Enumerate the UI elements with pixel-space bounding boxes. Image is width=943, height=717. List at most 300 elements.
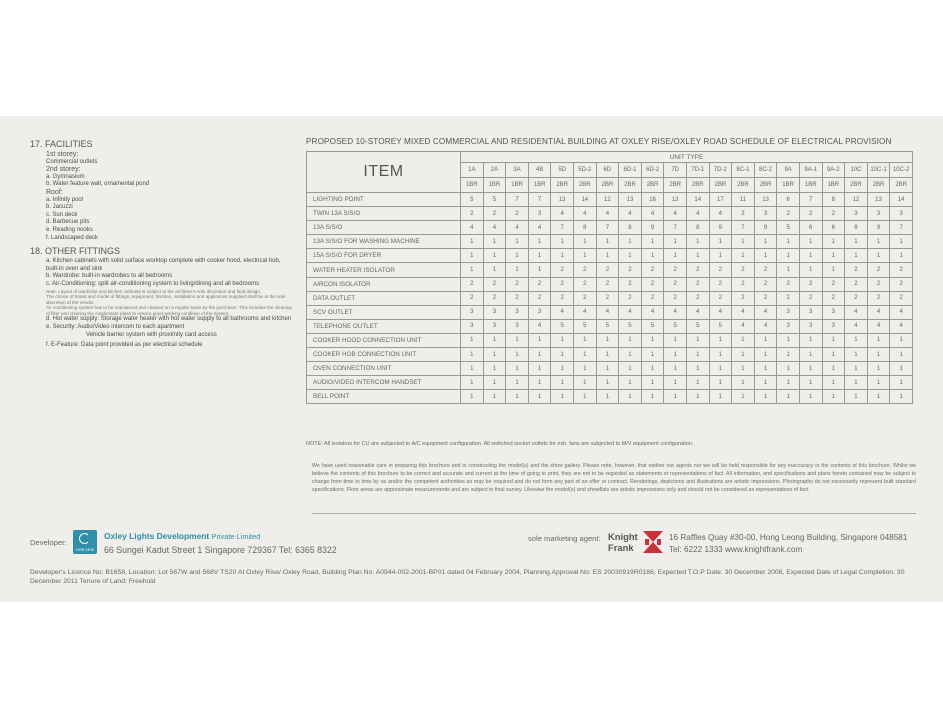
facilities-item: a. Infinity pool xyxy=(46,196,84,203)
developer-label: Developer: xyxy=(30,538,67,547)
table-cell: 1 xyxy=(483,263,506,277)
table-cell: 1 xyxy=(664,348,687,362)
table-cell: 4 xyxy=(573,305,596,319)
table-cell: 1 xyxy=(596,376,619,390)
table-cell: 3 xyxy=(506,319,529,333)
facilities-item: Commercial outlets xyxy=(46,158,98,165)
agent-address-line1: 16 Raffles Quay #30-00, Hong Leong Building, Singapore 048581 xyxy=(669,533,908,542)
table-cell: 1 xyxy=(777,333,800,347)
table-cell: 12 xyxy=(845,193,868,207)
table-cell: 1 xyxy=(686,333,709,347)
table-cell: 1 xyxy=(754,376,777,390)
table-cell: 5 xyxy=(641,319,664,333)
developer-name-main: Oxley Lights Development xyxy=(104,531,210,541)
table-cell: 2 xyxy=(732,291,755,305)
table-cell: 13 xyxy=(619,193,642,207)
table-cell: 2 xyxy=(573,277,596,291)
table-cell: 1 xyxy=(709,249,732,263)
table-cell: 1 xyxy=(867,235,890,249)
table-cell: 8 xyxy=(619,221,642,235)
table-cell: 1 xyxy=(777,263,800,277)
developer-name-suffix: Private Limited xyxy=(211,532,261,541)
table-cell: 1 xyxy=(664,249,687,263)
table-cell: 6 xyxy=(799,221,822,235)
table-cell: 1 xyxy=(506,263,529,277)
table-cell: 2 xyxy=(732,263,755,277)
row-item-label: 13A S/S/O FOR WASHING MACHINE xyxy=(307,235,461,249)
table-cell: 2 xyxy=(551,263,574,277)
table-cell: 3 xyxy=(732,207,755,221)
unit-code-cell: 7D-2 xyxy=(709,163,732,178)
developer-name xyxy=(104,531,260,541)
table-cell: 5 xyxy=(573,319,596,333)
logo-mark-icon xyxy=(79,533,90,544)
row-item-label: TELEPHONE OUTLET xyxy=(307,319,461,333)
table-cell: 1 xyxy=(483,390,506,404)
unit-code-cell: 2A xyxy=(483,163,506,178)
table-cell: 3 xyxy=(754,207,777,221)
table-cell: 2 xyxy=(551,291,574,305)
table-cell: 1 xyxy=(596,235,619,249)
table-cell: 2 xyxy=(664,291,687,305)
table-cell: 2 xyxy=(506,207,529,221)
table-cell: 1 xyxy=(799,333,822,347)
table-cell: 1 xyxy=(777,376,800,390)
table-cell: 1 xyxy=(483,333,506,347)
table-cell: 2 xyxy=(709,291,732,305)
table-cell: 1 xyxy=(664,376,687,390)
row-item-label: AUDIO/VIDEO INTERCOM HANDSET xyxy=(307,376,461,390)
bedroom-type-cell: 2BR xyxy=(686,178,709,193)
table-cell: 4 xyxy=(461,221,484,235)
bedroom-type-cell: 2BR xyxy=(551,178,574,193)
facilities-title: 17. FACILITIES xyxy=(30,139,93,149)
table-cell: 2 xyxy=(619,291,642,305)
table-cell: 4 xyxy=(619,207,642,221)
table-cell: 3 xyxy=(867,207,890,221)
table-cell: 2 xyxy=(845,291,868,305)
table-cell: 1 xyxy=(528,390,551,404)
table-cell: 4 xyxy=(845,305,868,319)
table-cell: 1 xyxy=(822,348,845,362)
table-cell: 1 xyxy=(845,376,868,390)
table-cell: 1 xyxy=(845,390,868,404)
bedroom-type-cell: 1BR xyxy=(777,178,800,193)
table-row xyxy=(307,319,913,333)
table-cell: 1 xyxy=(573,235,596,249)
table-cell: 1 xyxy=(890,376,913,390)
table-cell: 3 xyxy=(890,207,913,221)
fittings-item: c. Air-Conditioning: split air-conditioning system to living/dining and all bedrooms xyxy=(46,280,260,287)
table-cell: 2 xyxy=(573,291,596,305)
table-cell: 5 xyxy=(596,319,619,333)
unit-code-cell: 10C-1 xyxy=(867,163,890,178)
table-cell: 2 xyxy=(845,263,868,277)
developer-address: 66 Sungei Kadut Street 1 Singapore 729367 Tel: 6365 8322 xyxy=(104,545,337,555)
row-item-label: COOKER HOOD CONNECTION UNIT xyxy=(307,333,461,347)
table-cell: 1 xyxy=(551,348,574,362)
unit-code-cell: 5D-2 xyxy=(573,163,596,178)
table-cell: 4 xyxy=(641,305,664,319)
table-cell: 1 xyxy=(890,390,913,404)
facilities-group-heading: 2nd storey: xyxy=(46,166,81,174)
unit-code-cell: 9A-1 xyxy=(799,163,822,178)
table-cell: 1 xyxy=(619,235,642,249)
table-cell: 1 xyxy=(664,235,687,249)
table-cell: 1 xyxy=(641,333,664,347)
facilities-item: b. Jacuzzi xyxy=(46,204,73,211)
table-cell: 4 xyxy=(664,305,687,319)
table-cell: 4 xyxy=(686,207,709,221)
table-cell: 1 xyxy=(551,235,574,249)
table-cell: 9 xyxy=(641,221,664,235)
table-cell: 3 xyxy=(777,319,800,333)
table-cell: 2 xyxy=(777,207,800,221)
table-cell: 3 xyxy=(528,207,551,221)
table-cell: 1 xyxy=(619,376,642,390)
table-cell: 4 xyxy=(641,207,664,221)
table-cell: 1 xyxy=(573,249,596,263)
table-cell: 1 xyxy=(664,333,687,347)
table-row xyxy=(307,263,913,277)
table-cell: 1 xyxy=(754,390,777,404)
row-item-label: SCV OUTLET xyxy=(307,305,461,319)
table-cell: 4 xyxy=(754,319,777,333)
table-cell: 1 xyxy=(799,249,822,263)
row-item-label: TWIN 13A S/S/O xyxy=(307,207,461,221)
table-cell: 3 xyxy=(461,319,484,333)
table-cell: 1 xyxy=(461,376,484,390)
table-cell: 7 xyxy=(528,193,551,207)
table-cell: 1 xyxy=(799,263,822,277)
table-cell: 4 xyxy=(845,319,868,333)
table-row xyxy=(307,390,913,404)
table-cell: 1 xyxy=(754,249,777,263)
table-cell: 1 xyxy=(619,390,642,404)
table-cell: 1 xyxy=(506,376,529,390)
table-cell: 3 xyxy=(822,305,845,319)
fittings-title: 18. OTHER FITTINGS xyxy=(30,246,121,257)
schedule-note: NOTE: All isolators for CU are subjected to A/C equipment configuration. All switched socket outlets for exh. fans are subjected to M/V equipment configuration. xyxy=(306,441,694,447)
table-cell: 1 xyxy=(686,390,709,404)
table-cell: 1 xyxy=(528,333,551,347)
table-cell: 7 xyxy=(732,221,755,235)
table-cell: 8 xyxy=(845,221,868,235)
table-cell: 1 xyxy=(845,249,868,263)
table-cell: 1 xyxy=(732,333,755,347)
table-cell: 1 xyxy=(506,235,529,249)
table-cell: 1 xyxy=(641,348,664,362)
table-cell: 3 xyxy=(483,319,506,333)
table-cell: 2 xyxy=(551,277,574,291)
table-cell: 2 xyxy=(799,291,822,305)
unit-code-cell: 10C-2 xyxy=(890,163,913,178)
table-cell: 1 xyxy=(551,333,574,347)
table-cell: 1 xyxy=(777,390,800,404)
table-cell: 1 xyxy=(528,235,551,249)
bedroom-type-cell: 2BR xyxy=(754,178,777,193)
table-row xyxy=(307,348,913,362)
table-cell: 3 xyxy=(777,305,800,319)
table-cell: 1 xyxy=(709,376,732,390)
unit-code-cell: 3A xyxy=(506,163,529,178)
table-cell: 2 xyxy=(890,291,913,305)
table-cell: 4 xyxy=(573,207,596,221)
table-cell: 7 xyxy=(506,193,529,207)
table-cell: 2 xyxy=(596,277,619,291)
table-cell: 1 xyxy=(777,249,800,263)
row-item-label: WATER HEATER ISOLATOR xyxy=(307,263,461,277)
table-cell: 2 xyxy=(867,291,890,305)
table-cell: 1 xyxy=(799,362,822,376)
facilities-group-heading: Roof: xyxy=(46,188,63,196)
unit-code-cell: 6D-1 xyxy=(619,163,642,178)
fittings-item: a. Kitchen cabinets with solid surface worktop complete with cooker hood, electrical hob, built-in oven and sink xyxy=(46,258,281,272)
table-cell: 1 xyxy=(867,362,890,376)
table-cell: 3 xyxy=(528,305,551,319)
table-cell: 1 xyxy=(461,362,484,376)
table-cell: 2 xyxy=(528,277,551,291)
table-cell: 1 xyxy=(573,348,596,362)
knight-frank-logo-icon xyxy=(643,531,663,553)
schedule-table xyxy=(306,151,913,404)
table-cell: 1 xyxy=(641,390,664,404)
table-cell: 1 xyxy=(461,249,484,263)
developer-logo xyxy=(73,530,97,554)
table-cell: 1 xyxy=(822,249,845,263)
table-cell: 1 xyxy=(709,333,732,347)
table-cell: 1 xyxy=(890,348,913,362)
table-row xyxy=(307,333,913,347)
agent-label: sole marketing agent: xyxy=(528,534,601,543)
bedroom-type-cell: 2BR xyxy=(890,178,913,193)
table-cell: 4 xyxy=(619,305,642,319)
table-cell: 1 xyxy=(506,249,529,263)
table-cell: 2 xyxy=(461,277,484,291)
table-cell: 1 xyxy=(461,235,484,249)
table-row xyxy=(307,277,913,291)
table-cell: 4 xyxy=(483,221,506,235)
table-cell: 8 xyxy=(686,221,709,235)
fittings-note: The choice of brand and model of fittings, equipment, finishes, installation and appliances supplied shall be at the sole discretion of the vendor. xyxy=(46,294,286,305)
bedroom-type-cell: 1BR xyxy=(799,178,822,193)
table-cell: 1 xyxy=(822,362,845,376)
table-cell: 2 xyxy=(709,277,732,291)
bedroom-type-cell: 2BR xyxy=(732,178,755,193)
table-cell: 2 xyxy=(686,277,709,291)
table-cell: 1 xyxy=(551,249,574,263)
table-cell: 4 xyxy=(596,305,619,319)
table-cell: 5 xyxy=(483,193,506,207)
table-cell: 5 xyxy=(551,319,574,333)
table-cell: 2 xyxy=(506,277,529,291)
table-cell: 2 xyxy=(686,291,709,305)
fittings-item: Vehicle barrier system with proximity card access xyxy=(86,331,217,338)
table-cell: 1 xyxy=(619,333,642,347)
table-cell: 4 xyxy=(664,207,687,221)
table-cell: 9 xyxy=(867,221,890,235)
table-cell: 16 xyxy=(641,193,664,207)
licence-text: Developer's Licence No: B1658, Location: Lot 567W and 568V TS20 At Oxley Rise/ Oxley Road, Building Plan No: A0944-002-2001-BP01 dated 04 February 2004, Planning Approval No: ES 20030919R0186, Expected T.O.P Date: 30 December 2008, Expected Date of Legal Completion: 30 December 2011 Tenure of Land: Freehold xyxy=(30,569,905,585)
table-cell: 5 xyxy=(619,319,642,333)
table-cell: 8 xyxy=(573,221,596,235)
fittings-item: b. Wardrobe: built-in wardrobes to all bedrooms xyxy=(46,273,173,280)
table-cell: 1 xyxy=(596,348,619,362)
row-item-label: COOKER HOB CONNECTION UNIT xyxy=(307,348,461,362)
table-cell: 13 xyxy=(867,193,890,207)
bedroom-type-cell: 2BR xyxy=(641,178,664,193)
unit-code-cell: 1A xyxy=(461,163,484,178)
row-item-label: 15A S/S/O FOR DRYER xyxy=(307,249,461,263)
table-cell: 1 xyxy=(686,235,709,249)
table-cell: 1 xyxy=(506,348,529,362)
table-cell: 2 xyxy=(777,291,800,305)
table-cell: 11 xyxy=(732,193,755,207)
disclaimer: We have used reasonable care in preparing this brochure and in constructing the model(s) and the show gallery. Please note, however, that neither our agents nor we will be held responsible for any inaccuracy in the contents of this brochure. Whilst we believe the contents of this brochure to be correct and accurate and current at the time of going to print, they are not to be regarded as statements or representations of fact. All information, and specifications and plans herein contained may be subject to change from time to time by us and/or the competent authorities as may be required and do not form any part of an offer or contract. Renderings, depictions and illustrations are artistic impressions. Photographs do not necessarily represent built standard specifications. Floor areas are approximate measurements and are subject to final survey. Likewise the model(s) and showflats are artistic impressions only and should not be considered as representations of fact. xyxy=(312,463,916,494)
table-cell: 1 xyxy=(709,390,732,404)
table-cell: 2 xyxy=(867,277,890,291)
table-cell: 1 xyxy=(867,249,890,263)
table-row xyxy=(307,207,913,221)
table-cell: 7 xyxy=(596,221,619,235)
table-row xyxy=(307,362,913,376)
table-cell: 1 xyxy=(641,362,664,376)
table-cell: 1 xyxy=(596,390,619,404)
table-cell: 1 xyxy=(822,263,845,277)
table-cell: 1 xyxy=(709,362,732,376)
table-cell: 2 xyxy=(754,277,777,291)
unit-code-cell: 4B xyxy=(528,163,551,178)
unit-code-cell: 7D xyxy=(664,163,687,178)
table-cell: 4 xyxy=(596,207,619,221)
agent-brand-line2: Frank xyxy=(608,541,634,553)
table-cell: 1 xyxy=(686,348,709,362)
table-cell: 2 xyxy=(461,291,484,305)
bedroom-type-cell: 2BR xyxy=(619,178,642,193)
table-cell: 7 xyxy=(664,221,687,235)
table-cell: 1 xyxy=(754,348,777,362)
table-cell: 2 xyxy=(461,207,484,221)
table-cell: 2 xyxy=(890,277,913,291)
facilities-item: d. Barbecue pits xyxy=(46,219,90,226)
table-cell: 1 xyxy=(709,235,732,249)
table-row xyxy=(307,193,913,207)
table-cell: 1 xyxy=(664,362,687,376)
agent-address-line2: Tel: 6222 1333 www.knightfrank.com xyxy=(669,544,803,554)
table-row xyxy=(307,376,913,390)
bedroom-type-cell: 1BR xyxy=(506,178,529,193)
table-row xyxy=(307,249,913,263)
table-cell: 1 xyxy=(596,362,619,376)
table-cell: 2 xyxy=(483,207,506,221)
table-cell: 3 xyxy=(799,319,822,333)
table-cell: 1 xyxy=(867,390,890,404)
table-cell: 1 xyxy=(461,263,484,277)
table-cell: 2 xyxy=(867,263,890,277)
table-cell: 1 xyxy=(867,333,890,347)
table-row xyxy=(307,221,913,235)
table-cell: 1 xyxy=(573,362,596,376)
table-cell: 1 xyxy=(506,362,529,376)
table-cell: 1 xyxy=(822,235,845,249)
header-row xyxy=(307,152,913,163)
table-row xyxy=(307,305,913,319)
table-cell: 1 xyxy=(528,263,551,277)
unit-code-cell: 6D xyxy=(596,163,619,178)
bedroom-type-cell: 2BR xyxy=(845,178,868,193)
agent-address xyxy=(669,532,907,555)
table-cell: 12 xyxy=(596,193,619,207)
table-cell: 1 xyxy=(709,348,732,362)
table-cell: 14 xyxy=(890,193,913,207)
table-cell: 1 xyxy=(528,249,551,263)
row-item-label: OVEN CONNECTION UNIT xyxy=(307,362,461,376)
table-cell: 1 xyxy=(845,235,868,249)
table-cell: 4 xyxy=(506,221,529,235)
table-cell: 1 xyxy=(686,249,709,263)
table-row xyxy=(307,291,913,305)
table-cell: 1 xyxy=(596,249,619,263)
table-cell: 5 xyxy=(709,319,732,333)
table-cell: 3 xyxy=(845,207,868,221)
table-cell: 6 xyxy=(777,193,800,207)
table-cell: 7 xyxy=(551,221,574,235)
table-cell: 1 xyxy=(732,249,755,263)
table-cell: 1 xyxy=(641,376,664,390)
row-item-label: DATA OUTLET xyxy=(307,291,461,305)
table-cell: 1 xyxy=(777,362,800,376)
table-cell: 1 xyxy=(528,348,551,362)
table-cell: 1 xyxy=(483,249,506,263)
table-cell: 4 xyxy=(528,221,551,235)
table-cell: 2 xyxy=(822,277,845,291)
table-cell: 2 xyxy=(799,277,822,291)
table-cell: 2 xyxy=(641,291,664,305)
table-cell: 4 xyxy=(709,207,732,221)
unit-code-cell: 6D-2 xyxy=(641,163,664,178)
table-cell: 4 xyxy=(732,305,755,319)
table-cell: 2 xyxy=(709,263,732,277)
table-cell: 5 xyxy=(777,221,800,235)
fittings-item: f. E-Feature: Data point provided as per electrical schedule xyxy=(46,342,203,349)
table-cell: 1 xyxy=(890,362,913,376)
unit-code-cell: 8C-1 xyxy=(732,163,755,178)
table-cell: 1 xyxy=(754,235,777,249)
table-cell: 4 xyxy=(732,319,755,333)
table-cell: 13 xyxy=(551,193,574,207)
table-cell: 2 xyxy=(619,263,642,277)
table-cell: 1 xyxy=(799,390,822,404)
table-cell: 1 xyxy=(754,362,777,376)
table-cell: 1 xyxy=(641,249,664,263)
table-cell: 1 xyxy=(822,376,845,390)
table-cell: 1 xyxy=(619,348,642,362)
table-cell: 4 xyxy=(551,207,574,221)
table-cell: 14 xyxy=(686,193,709,207)
table-cell: 4 xyxy=(709,305,732,319)
table-cell: 2 xyxy=(483,277,506,291)
table-cell: 7 xyxy=(799,193,822,207)
table-cell: 1 xyxy=(461,333,484,347)
bedroom-type-cell: 2BR xyxy=(596,178,619,193)
table-cell: 4 xyxy=(528,319,551,333)
table-cell: 2 xyxy=(822,291,845,305)
table-cell: 1 xyxy=(641,235,664,249)
table-cell: 1 xyxy=(890,333,913,347)
table-cell: 1 xyxy=(461,390,484,404)
table-cell: 1 xyxy=(867,348,890,362)
table-cell: 1 xyxy=(619,249,642,263)
